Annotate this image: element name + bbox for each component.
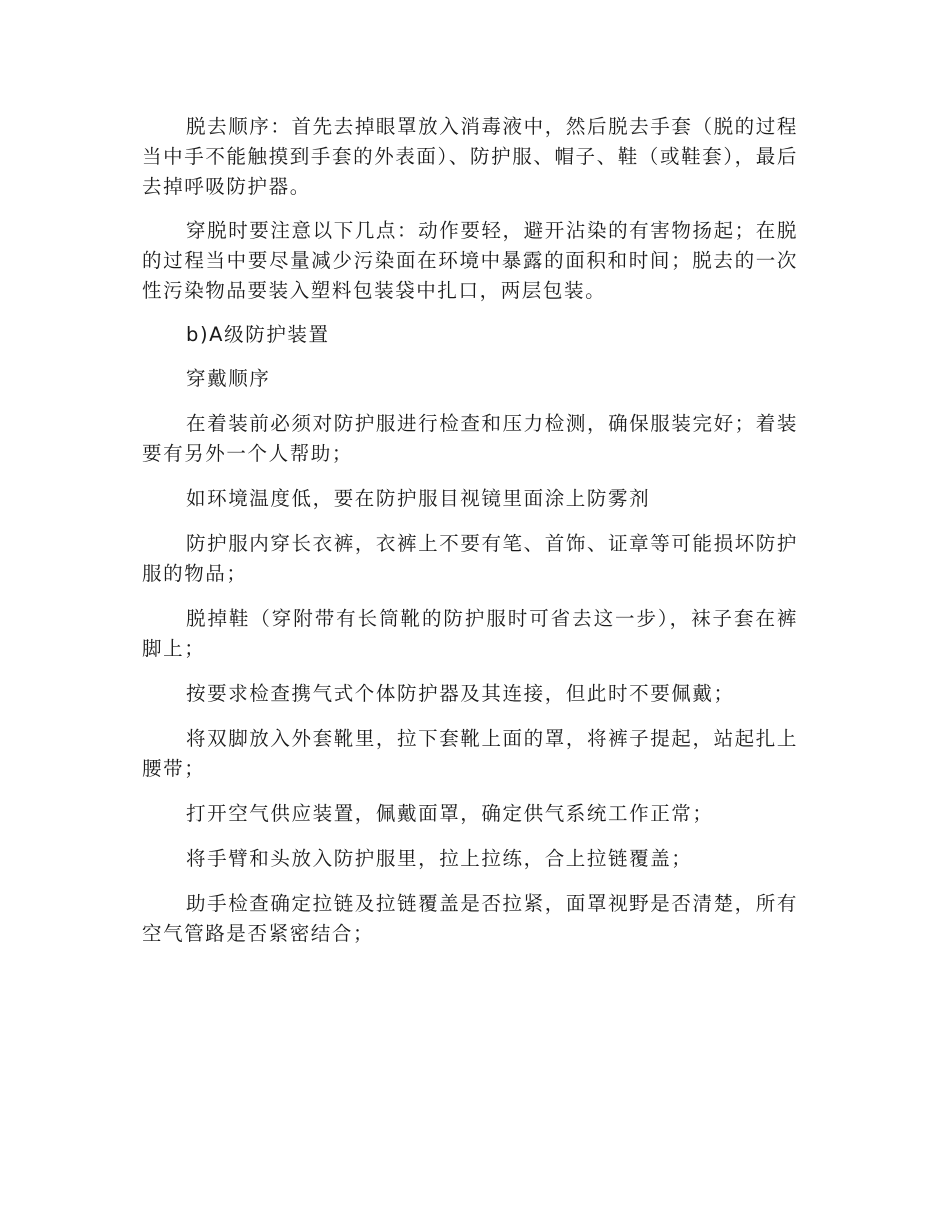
document-body xyxy=(142,112,798,949)
section-heading-level-a: b)A级防护装置 xyxy=(186,323,330,346)
paragraph-removal-order: 脱去顺序：首先去掉眼罩放入消毒液中，然后脱去手套（脱的过程当中手不能触摸到手套的外表面）、防护服、帽子、鞋（或鞋套），最后去掉呼吸防护器。 xyxy=(142,115,798,198)
paragraph-step-air-supply: 打开空气供应装置，佩戴面罩，确定供气系统工作正常； xyxy=(186,802,714,825)
paragraph-step-assistant-check: 助手检查确定拉链及拉链覆盖是否拉紧，面罩视野是否清楚，所有空气管路是否紧密结合； xyxy=(142,892,798,945)
paragraph-step-shoes: 脱掉鞋（穿附带有长筒靴的防护服时可省去这一步），袜子套在裤脚上； xyxy=(142,607,798,660)
subheading-donning-order: 穿戴顺序 xyxy=(186,367,271,390)
paragraph-removal-notes: 穿脱时要注意以下几点：动作要轻，避开沾染的有害物扬起；在脱的过程当中要尽量减少污染面在环境中暴露的面积和时间；脱去的一次性污染物品要装入塑料包装袋中扎口，两层包装。 xyxy=(142,219,798,302)
paragraph-step-antifog: 如环境温度低，要在防护服目视镜里面涂上防雾剂 xyxy=(186,487,651,510)
paragraph-step-zipper: 将手臂和头放入防护服里，拉上拉练，合上拉链覆盖； xyxy=(186,847,693,870)
paragraph-step-breathing-check: 按要求检查携气式个体防护器及其连接，但此时不要佩戴； xyxy=(186,682,735,705)
paragraph-step-clothing: 防护服内穿长衣裤，衣裤上不要有笔、首饰、证章等可能损坏防护服的物品； xyxy=(142,532,798,585)
paragraph-step-inspection: 在着装前必须对防护服进行检查和压力检测，确保服装完好；着装要有另外一个人帮助； xyxy=(142,412,798,465)
paragraph-step-boots: 将双脚放入外套靴里，拉下套靴上面的罩，将裤子提起，站起扎上腰带； xyxy=(142,727,798,780)
